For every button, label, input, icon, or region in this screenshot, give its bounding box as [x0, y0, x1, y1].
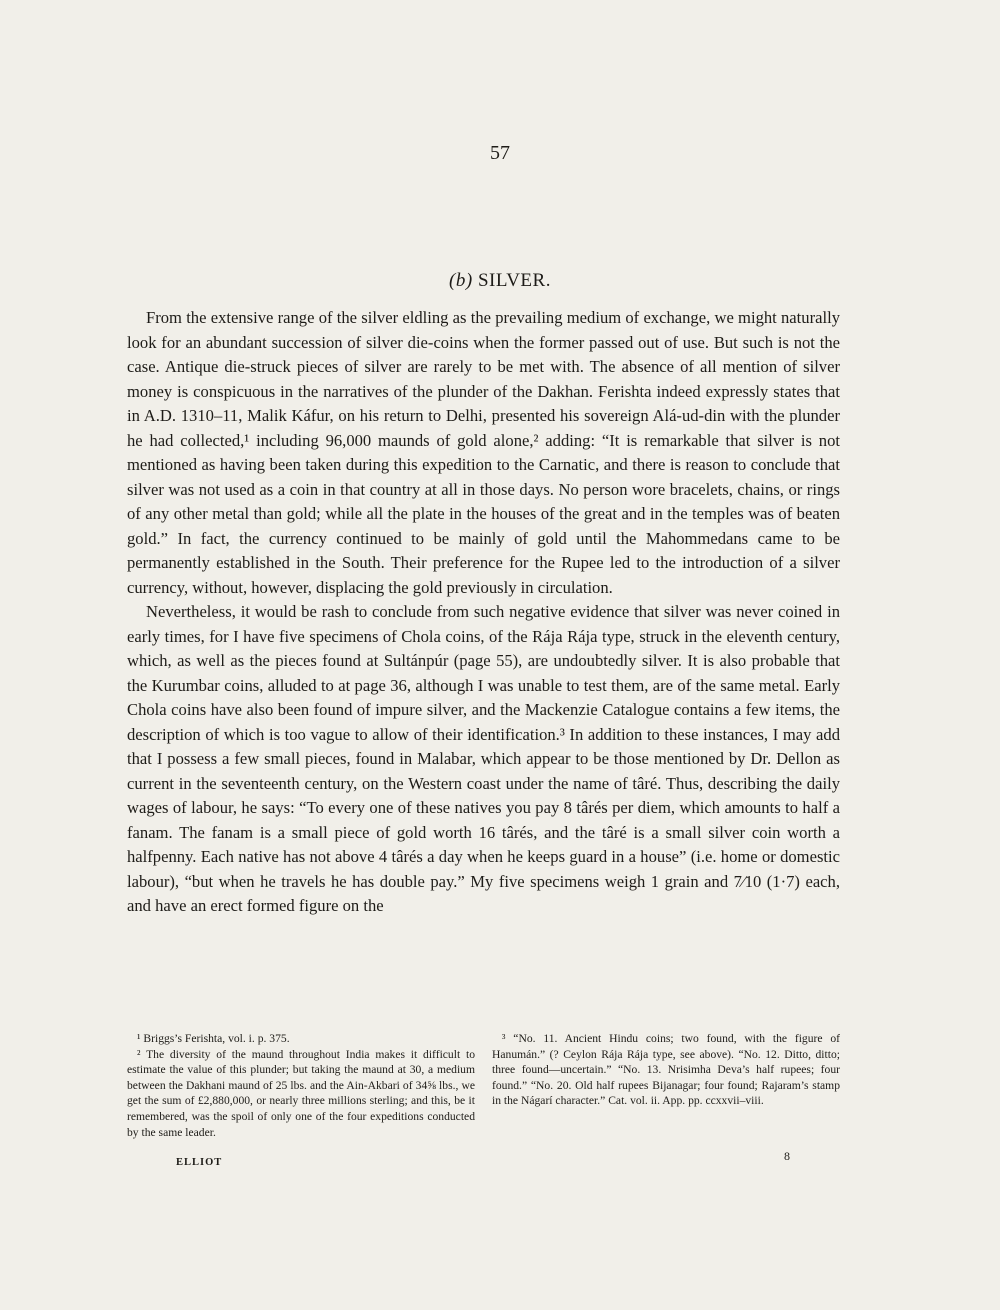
footnote-2: ² The diversity of the maund throughout India makes it difficult to estimate the value of this plunder; but taking the maund at 30, a medium between the Dakhani maund of 25 lbs. and the Ain-Akbari of 34⅝ lbs., we get the sum of £2,880,000, or nearly three millions sterling; and this, be it remembered, was the spoil of only one of the four expeditions conducted by the same leader. — [127, 1047, 475, 1139]
paragraph-1: From the extensive range of the silver eldling as the prevailing medium of exchange, we might naturally look for an abundant succession of silver die-coins when the former passed out of use. But such is not the case. Antique die-struck pieces of silver are rarely to be met with. The absence of all mention of silver money is conspicuous in the narratives of the plunder of the Dakhan. Ferishta indeed expressly states that in A.D. 1310–11, Malik Káfur, on his return to Delhi, presented his sovereign Alá-ud-din with the plunder he had collected,¹ including 96,000 maunds of gold alone,² adding: “It is remarkable that silver is not mentioned as having been taken during this expedition to the Carnatic, and there is reason to conclude that silver was not used as a coin in that country at all in those days. No person wore bracelets, chains, or rings of any other metal than gold; while all the plate in the houses of the great and in the temples was of beaten gold.” In fact, the currency continued to be mainly of gold until the Mahommedans came to be permanently established in the South. Their preference for the Rupee led to the introduction of a silver currency, without, however, displacing the gold previously in circulation. — [127, 308, 840, 597]
body-text — [127, 306, 840, 919]
sheet-number: 8 — [784, 1149, 790, 1163]
paragraph-2: Nevertheless, it would be rash to conclude from such negative evidence that silver was never coined in early times, for I have five specimens of Chola coins, of the Rája Rája type, struck in the eleventh century, which, as well as the pieces found at Sultánpúr (page 55), are undoubtedly silver. It is also probable that the Kurumbar coins, alluded to at page 36, although I was unable to test them, are of the same metal. Early Chola coins have also been found of impure silver, and the Mackenzie Catalogue contains a few items, the description of which is too vague to allow of their identification.³ In addition to these instances, I may add that I possess a few small pieces, found in Malabar, which appear to be those mentioned by Dr. Dellon as current in the seventeenth century, on the Western coast under the name of târé. Thus, describing the daily wages of labour, he says: “To every one of these natives you pay 8 târés per diem, which amounts to half a fanam. The fanam is a small piece of gold worth 16 târés, and the târé is a small silver coin worth a halfpenny. Each native has not above 4 târés a day when he keeps guard in a house” (i.e. home or domestic labour), “but when he travels he has double pay.” My five specimens weigh 1 grain and 7⁄10 (1·7) each, and have an erect formed figure on the — [127, 602, 840, 915]
footnotes-right-column — [492, 1031, 840, 1140]
page-number: 57 — [490, 142, 510, 164]
footnotes-left-column — [127, 1031, 475, 1140]
footnote-3: ³ “No. 11. Ancient Hindu coins; two found, with the figure of Hanumán.” (? Ceylon Rája Rája type, see above). “No. 12. Ditto, ditto; three found—uncertain.” “No. 13. Nrisimha Deva’s half rupees; four found.” “No. 20. Old half rupees Bijanagar; four found; Rajaram’s stamp in the Nágarí character.” Cat. vol. ii. App. pp. ccxxvii–viii. — [492, 1032, 840, 1108]
footnote-1: ¹ Briggs’s Ferishta, vol. i. p. 375. — [137, 1032, 290, 1045]
printer-signature: ELLIOT — [176, 1157, 223, 1168]
section-label: (b) — [449, 270, 473, 291]
section-title: SILVER. — [477, 270, 551, 291]
section-heading — [0, 270, 1000, 292]
footnotes — [127, 1031, 840, 1140]
